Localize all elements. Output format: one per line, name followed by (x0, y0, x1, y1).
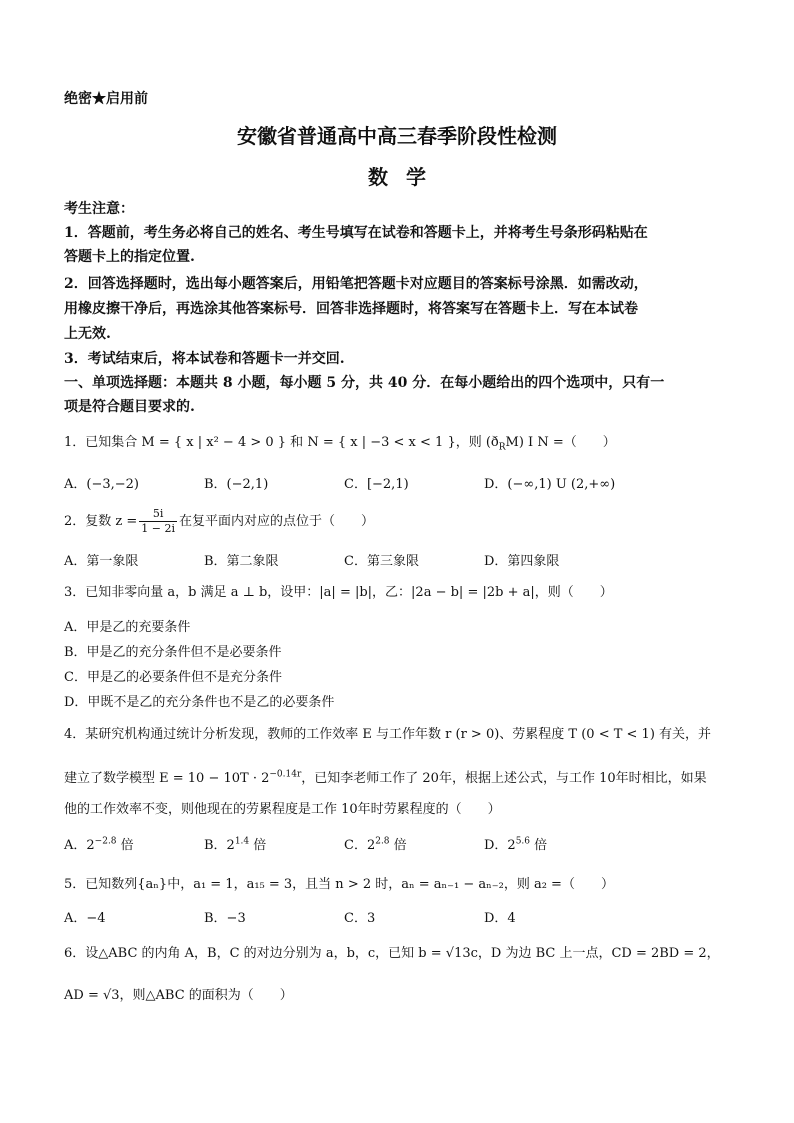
question-2-option-c: C．第三象限 (344, 554, 419, 569)
question-3-option-a: A．甲是乙的充要条件 (64, 620, 191, 635)
question-5-option-b: B．−3 (204, 911, 246, 926)
section-heading: 一、单项选择题：本题共 8 小题，每小题 5 分，共 40 分．在每小题给出的四个选项中，只有一 (64, 375, 665, 391)
question-4-stem-cont: 建立了数学模型 $E = 10 - 10T \cdot 2^{-0.14r}$，已知李老师工作了 20年，根据上述公式，与工作 10年时相比，如果 (64, 769, 707, 786)
question-5-stem: 5．已知数列{aₙ}中，a₁ = 1，a₁₅ = 3，且当 n > 2 时，aₙ = aₙ₋₁ − aₙ₋₂，则 a₂ =（ ） (64, 877, 614, 892)
question-4-option-b: B．$2^{1.4}$ 倍 (204, 836, 267, 853)
question-1-subscript: R (498, 442, 506, 453)
question-4-option-a: A．$2^{-2.8}$ 倍 (64, 836, 134, 853)
question-5-option-d: D．4 (484, 911, 516, 926)
question-4-option-c: C．$2^{2.8}$ 倍 (344, 836, 407, 853)
question-2-option-b: B．第二象限 (204, 554, 279, 569)
confidential-label: 绝密★启用前 (64, 91, 148, 107)
subject-title: 数学 (368, 165, 444, 189)
question-1-option-b: B．(−2,1) (204, 477, 269, 492)
notice-item-2: 2．回答选择题时，选出每小题答案后，用铅笔把答题卡对应题目的答案标号涂黑．如需改动， (64, 276, 648, 292)
notice-item-1: 1．答题前，考生务必将自己的姓名、考生号填写在试卷和答题卡上，并将考生号条形码粘贴在 (64, 225, 648, 241)
fraction: $\frac{5i}{1 - 2i}$ (141, 507, 176, 535)
question-1-option-d: D．(−∞,1) U (2,+∞) (484, 477, 616, 492)
question-3-option-d: D．甲既不是乙的充分条件也不是乙的必要条件 (64, 695, 335, 710)
question-3-stem: 3．已知非零向量 a，b 满足 a ⊥ b，设甲：|a| = |b|，乙：|2a − b| = |2b + a|，则（ ） (64, 585, 613, 600)
exam-title: 安徽省普通高中高三春季阶段性检测 (237, 124, 557, 148)
question-4-stem: 4．某研究机构通过统计分析发现，教师的工作效率 E 与工作年数 r (r > 0)、劳累程度 T (0 < T < 1) 有关，并 (64, 727, 712, 742)
question-1-option-c: C．[−2,1) (344, 477, 409, 492)
exponent: −0.14r (269, 769, 302, 780)
question-2-option-d: D．第四象限 (484, 554, 560, 569)
notice-item-3: 3．考试结束后，将本试卷和答题卡一并交回. (64, 351, 345, 367)
question-2-option-a: A．第一象限 (64, 554, 139, 569)
question-1-option-a: A．(−3,−2) (64, 477, 139, 492)
notice-item-1-cont: 答题卡上的指定位置. (64, 249, 195, 265)
question-4-stem-cont2: 他的工作效率不变，则他现在的劳累程度是工作 10年时劳累程度的（ ） (64, 802, 501, 817)
question-6-stem-cont: AD = √3，则△ABC 的面积为（ ） (64, 988, 293, 1003)
question-4-option-d: D．$2^{5.6}$ 倍 (484, 836, 548, 853)
question-1-stem: 1．已知集合 M = { x | x² − 4 > 0 } 和 N = { x | −3 < x < 1 }，则 $(ð_RM)$ I N =（ ） (64, 435, 616, 453)
question-6-stem: 6．设△ABC 的内角 A，B，C 的对边分别为 a，b，c，已知 b = √13c，D 为边 BC 上一点，CD = 2BD = 2， (64, 946, 720, 961)
question-5-option-a: A．−4 (64, 911, 106, 926)
question-2-stem: 2．复数 z = $\frac{5i}{1 - 2i}$ 在复平面内对应的点位于（ ） (64, 507, 375, 535)
question-3-option-c: C．甲是乙的必要条件但不是充分条件 (64, 670, 282, 685)
notice-heading: 考生注意： (64, 201, 134, 217)
notice-item-2-cont: 用橡皮擦干净后，再选涂其他答案标号．回答非选择题时，将答案写在答题卡上．写在本试卷 (64, 301, 638, 317)
question-5-option-c: C．3 (344, 911, 376, 926)
notice-item-2-cont2: 上无效. (64, 326, 111, 342)
section-heading-cont: 项是符合题目要求的. (64, 399, 195, 415)
question-3-option-b: B．甲是乙的充分条件但不是必要条件 (64, 645, 282, 660)
